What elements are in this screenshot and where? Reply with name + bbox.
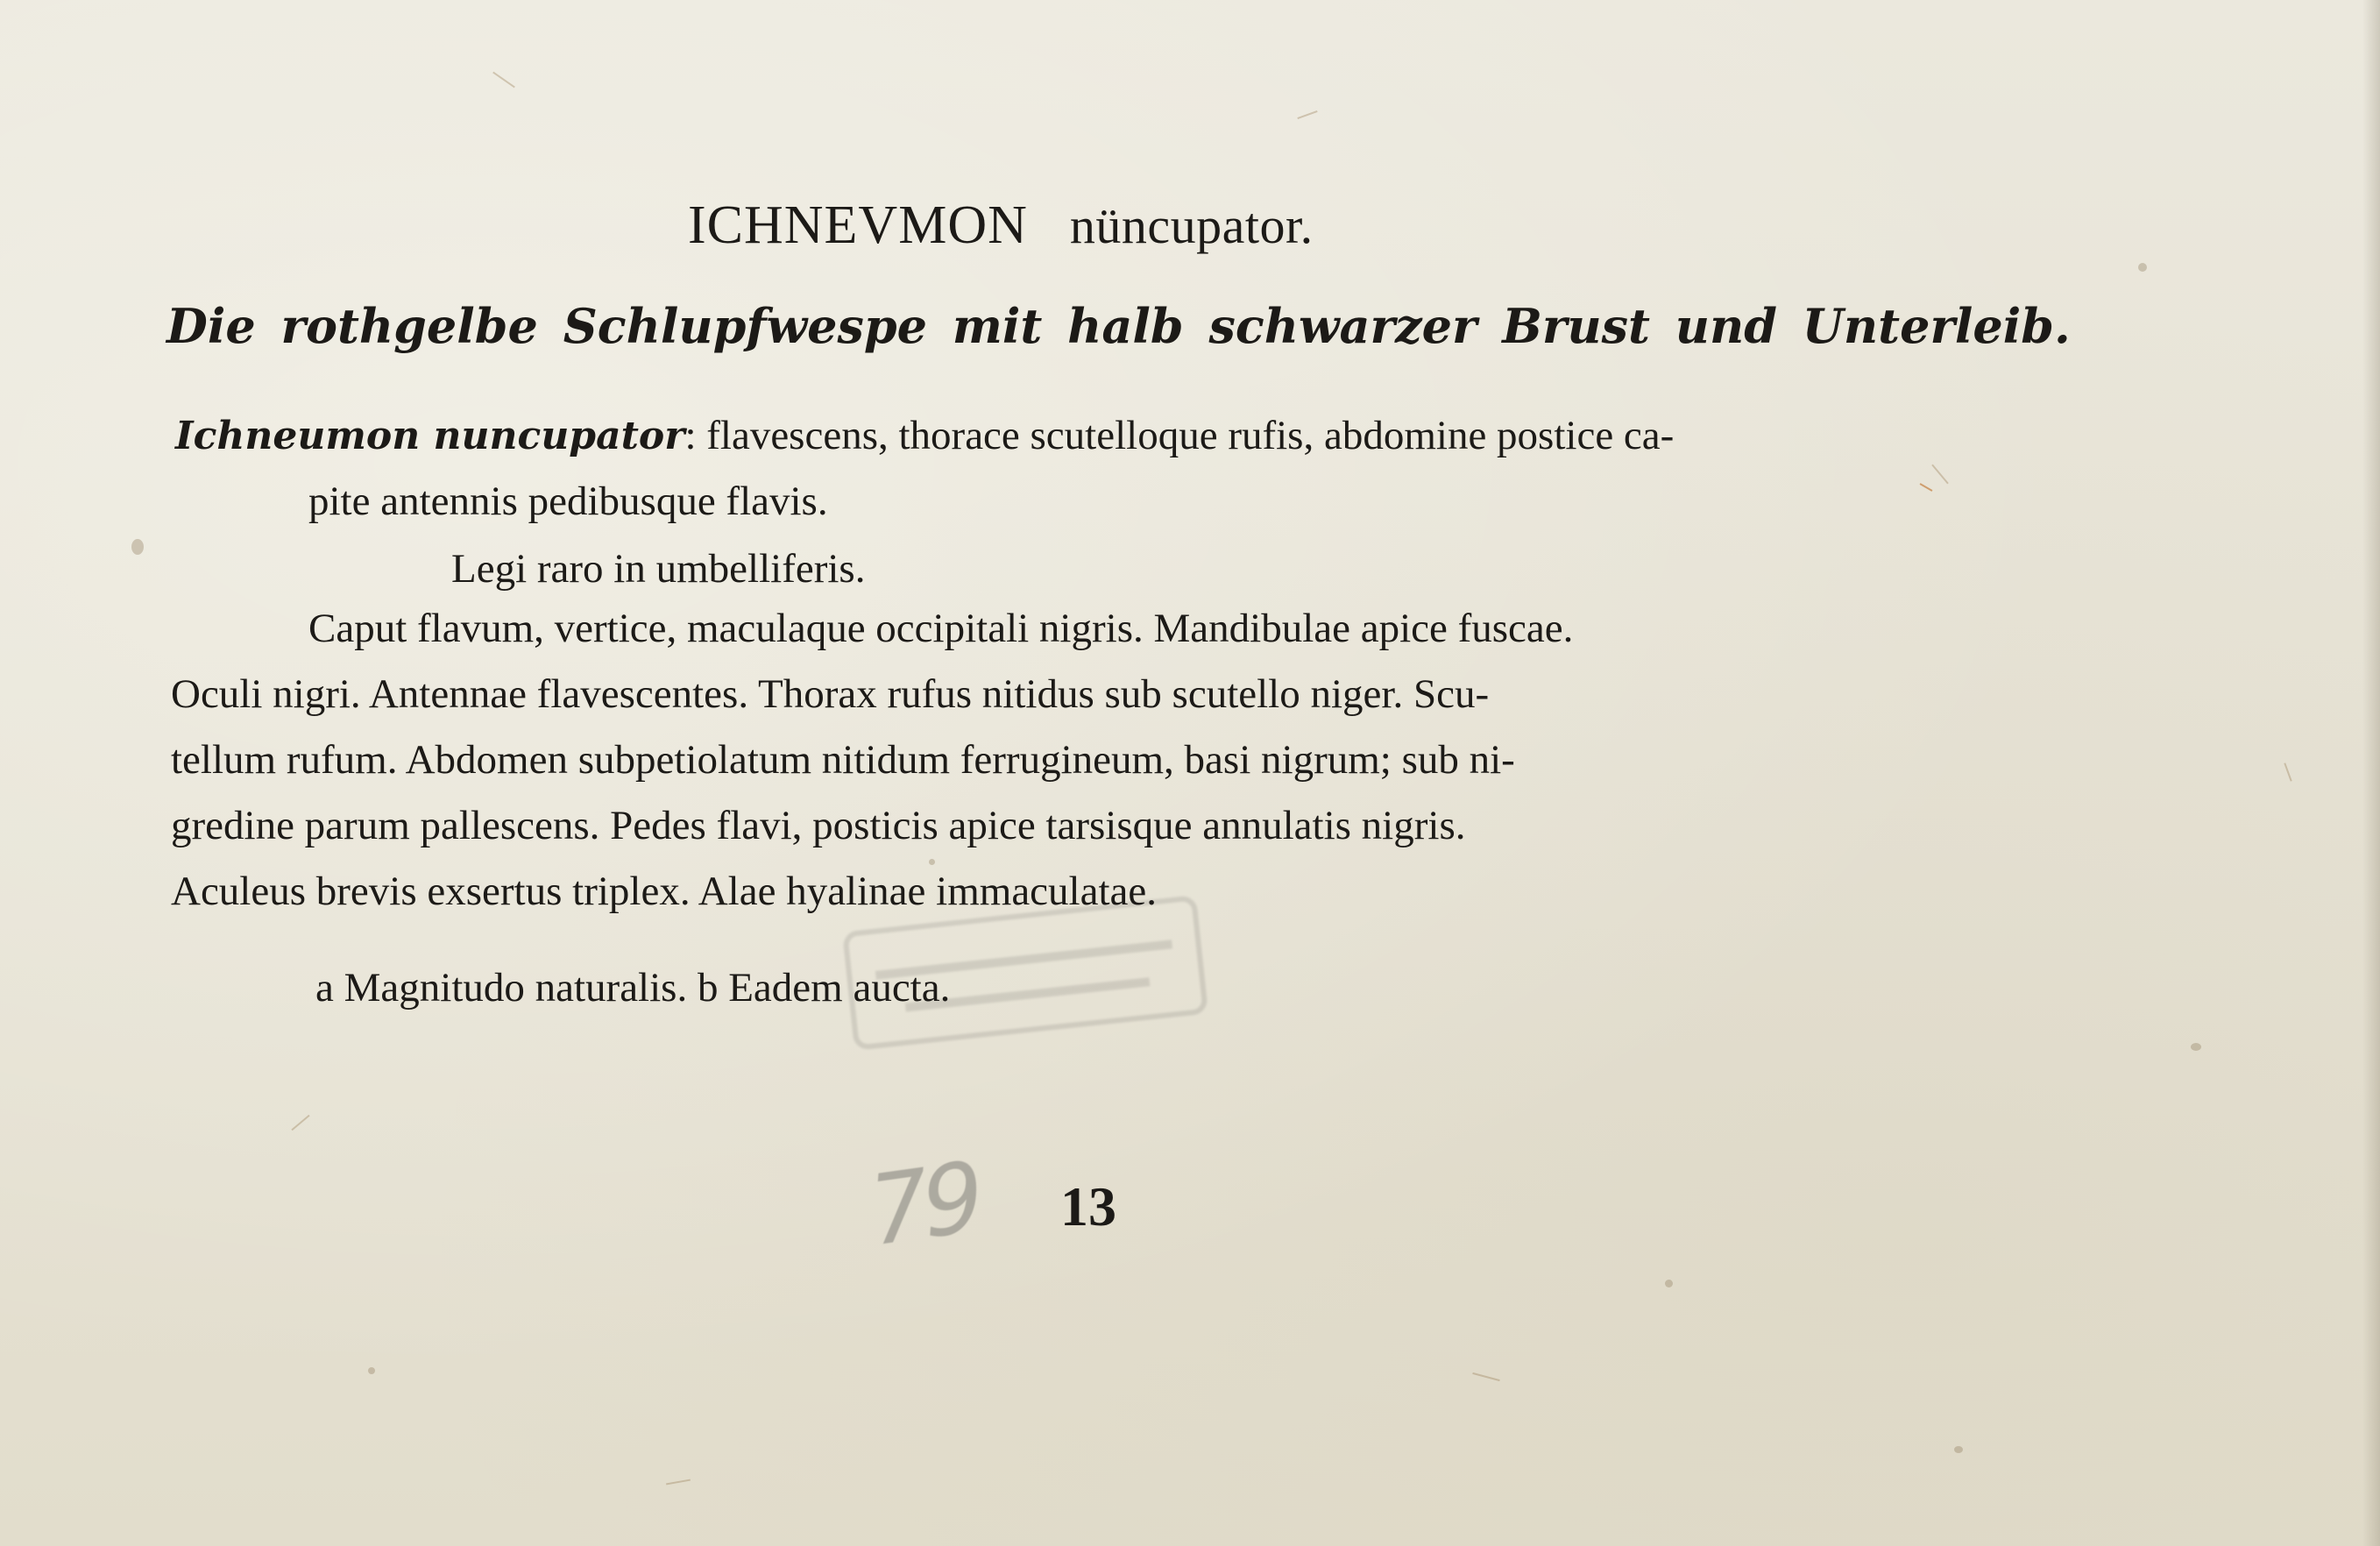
- diagnosis-line-1: [175, 412, 1674, 459]
- diagnosis-text-1: : flavescens, thorace scutelloque rufis, abdomine postice ca-: [684, 413, 1675, 458]
- description-line-3: tellum rufum. Abdomen subpetiolatum nitidum ferrugineum, basi nigrum; sub ni-: [171, 737, 1515, 783]
- diagnosis-species-name: Ichneumon nuncupator: [175, 414, 685, 458]
- page-number: 13: [1060, 1175, 1116, 1238]
- page-title: [688, 195, 1314, 257]
- habitat-line: Legi raro in umbelliferis.: [451, 546, 866, 592]
- description-line-2: Oculi nigri. Antennae flavescentes. Thorax rufus nitidus sub scutello niger. Scu-: [171, 671, 1490, 717]
- title-species: nüncupator.: [1069, 197, 1314, 254]
- description-line-5: Aculeus brevis exsertus triplex. Alae hyalinae immaculatae.: [171, 869, 1157, 914]
- title-genus: ICHNEVMON: [688, 195, 1028, 255]
- german-subtitle: Die rothgelbe Schlupfwespe mit halb schwarzer Brust und Unterleib.: [166, 298, 2071, 354]
- pencil-annotation: 79: [864, 1139, 980, 1269]
- figure-caption: a Magnitudo naturalis. b Eadem aucta.: [315, 965, 951, 1011]
- description-line-1: Caput flavum, vertice, maculaque occipitali nigris. Mandibulae apice fuscae.: [308, 606, 1574, 651]
- page-edge-shadow: [2362, 0, 2380, 1546]
- diagnosis-line-2: pite antennis pedibusque flavis.: [308, 479, 828, 524]
- description-line-4: gredine parum pallescens. Pedes flavi, posticis apice tarsisque annulatis nigris.: [171, 803, 1466, 848]
